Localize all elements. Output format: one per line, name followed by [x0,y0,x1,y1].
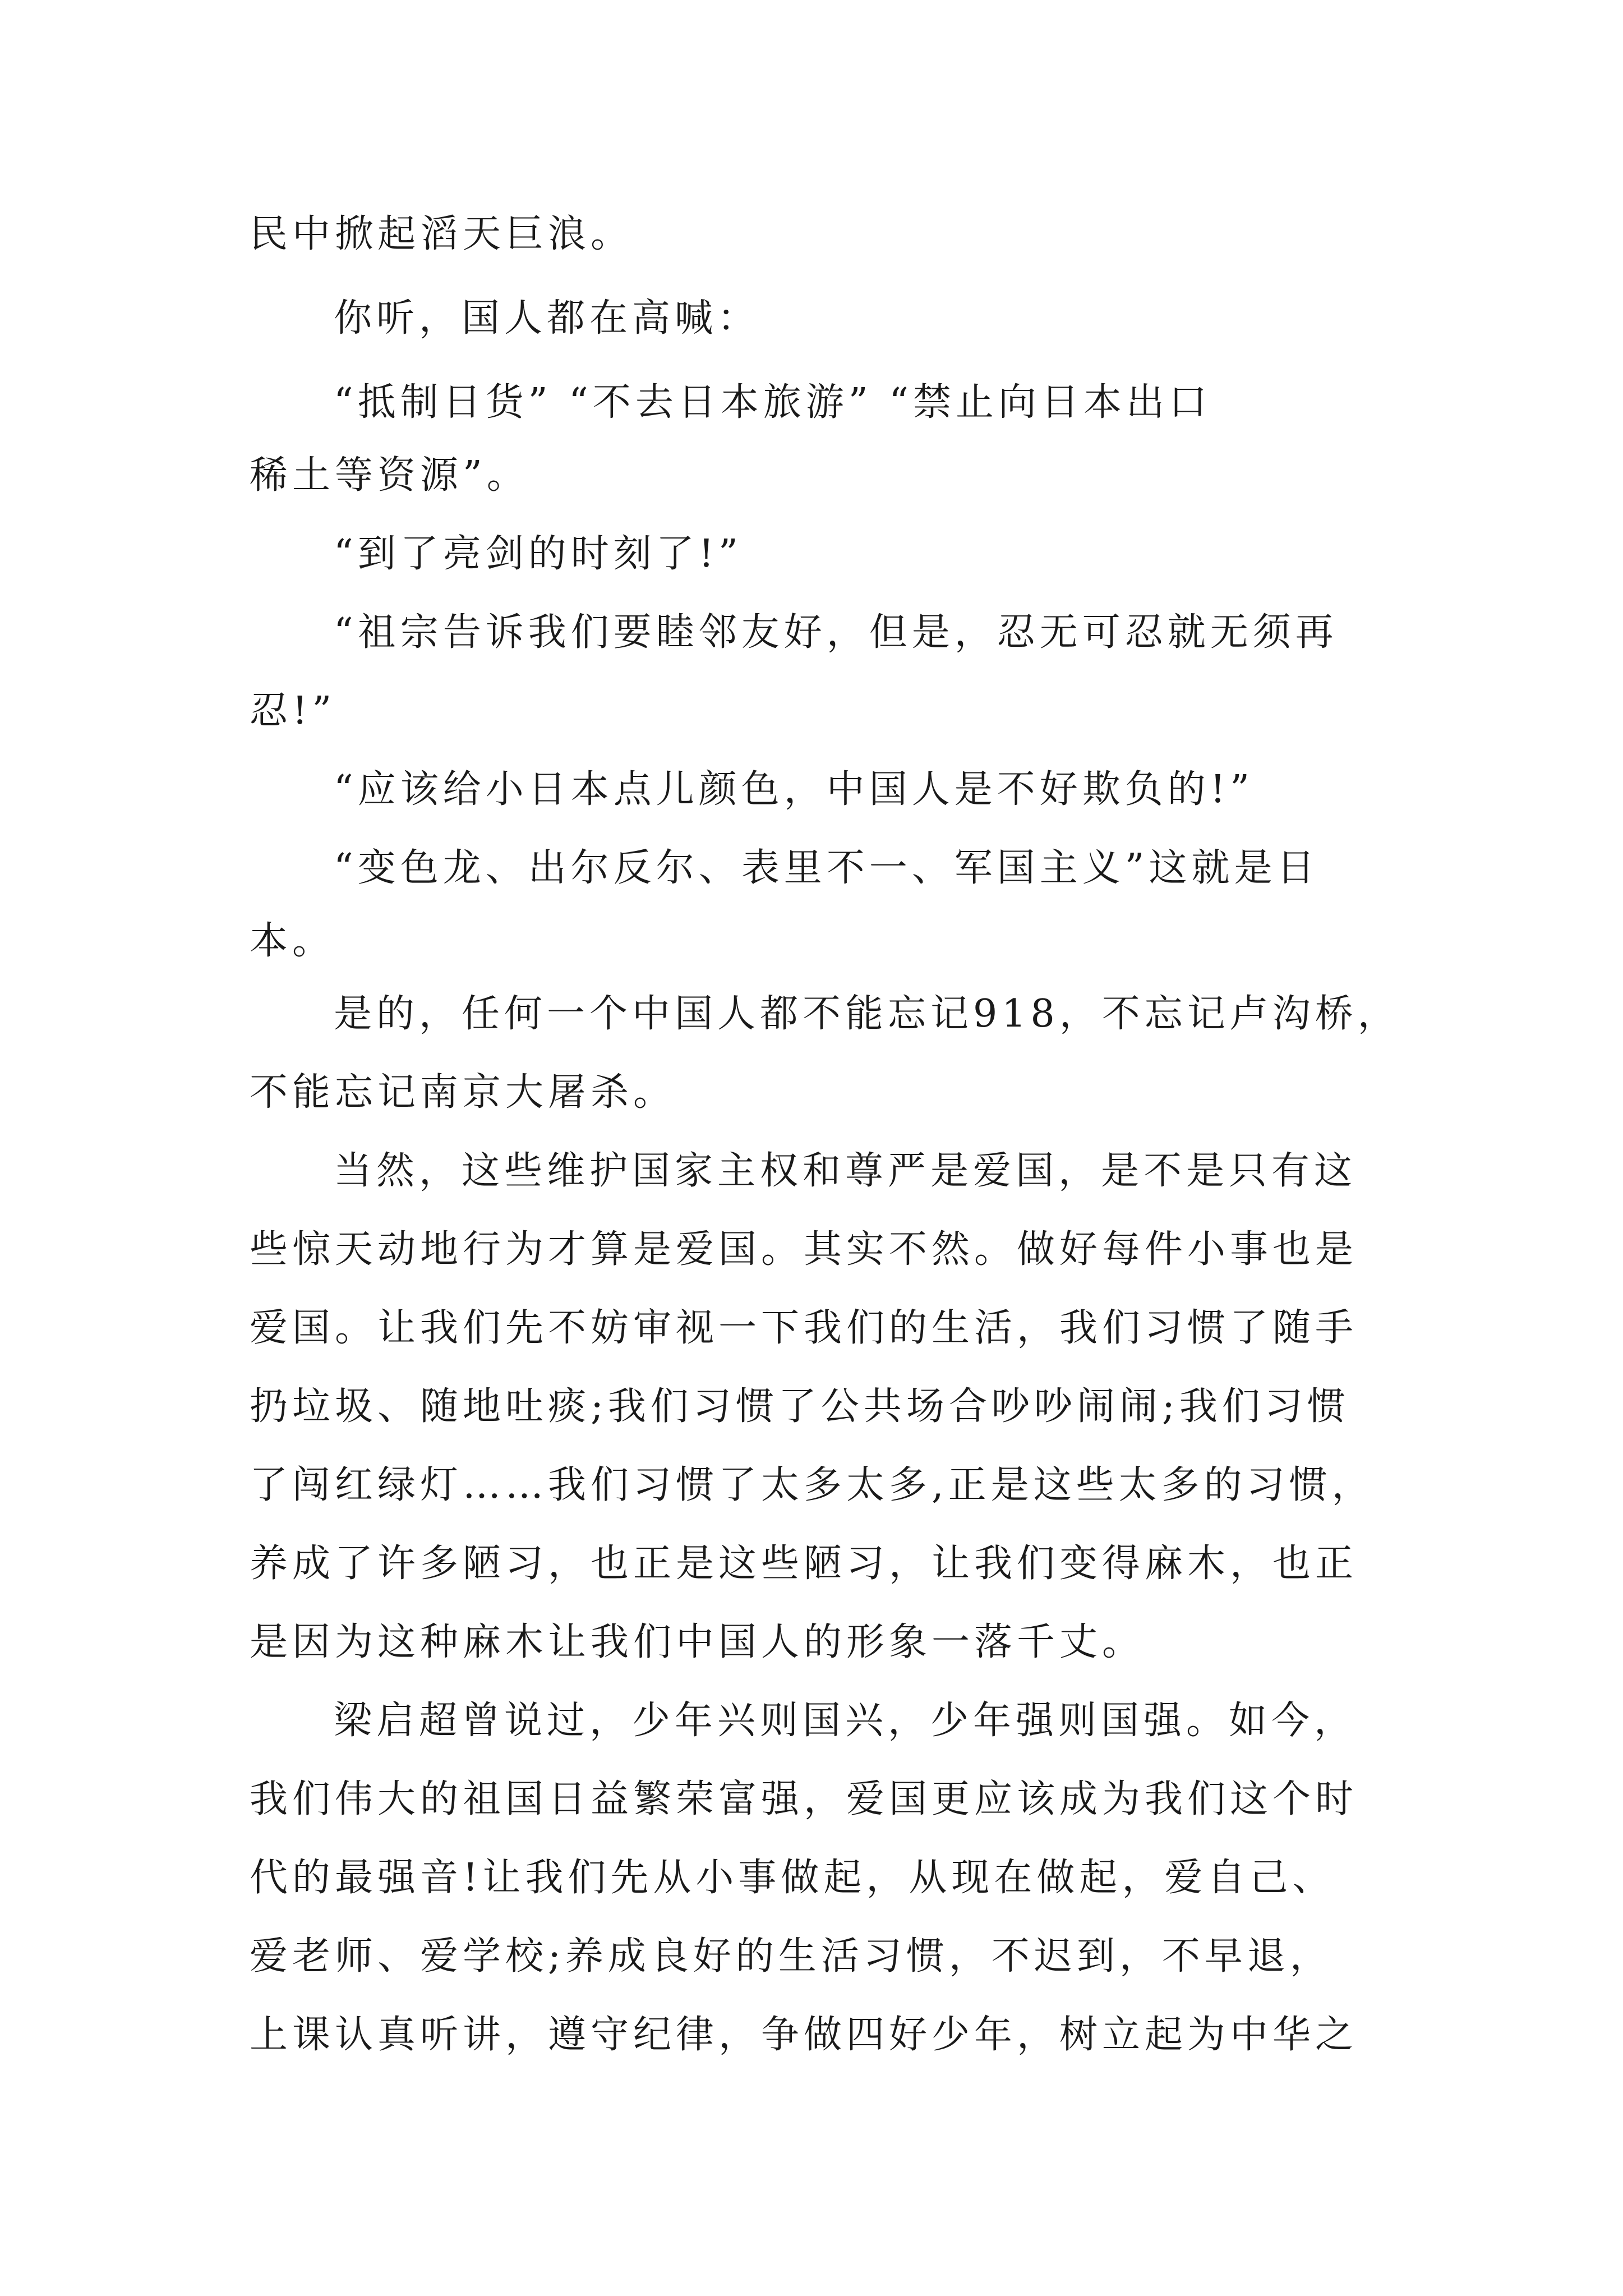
text-line: “抵制日货” “不去日本旅游” “禁止向日本出口 [334,380,1212,425]
text-line: 民中掀起滔天巨浪。 [250,212,634,256]
text-line: 些惊天动地行为才算是爱国。其实不然。做好每件小事也是 [250,1227,1358,1272]
text-line: 是的，任何一个中国人都不能忘记918，不忘记卢沟桥， [334,992,1400,1036]
text-line: 是因为这种麻木让我们中国人的形象一落千丈。 [250,1620,1145,1664]
text-line: “变色龙、出尔反尔、表里不一、军国主义”这就是日 [334,846,1320,890]
text-line: 梁启超曾说过，少年兴则国兴，少年强则国强。如今， [334,1699,1357,1743]
text-line: 代的最强音!让我们先从小事做起，从现在做起，爱自己、 [250,1856,1335,1900]
text-line: 本。 [250,919,335,963]
text-line: 忍!” [250,689,336,733]
text-line: 了闯红绿灯……我们习惯了太多太多,正是这些太多的习惯， [250,1463,1375,1507]
text-line: 养成了许多陋习，也正是这些陋习，让我们变得麻木，也正 [250,1542,1358,1586]
text-line: 你听，国人都在高喊： [334,296,760,341]
text-line: “祖宗告诉我们要睦邻友好，但是，忍无可忍就无须再 [334,610,1338,655]
text-line: 当然，这些维护国家主权和尊严是爱国，是不是只有这 [334,1149,1357,1193]
text-line: 不能忘记南京大屠杀。 [250,1070,676,1115]
text-line: 爱国。让我们先不妨审视一下我们的生活，我们习惯了随手 [250,1306,1358,1350]
text-line: 扔垃圾、随地吐痰;我们习惯了公共场合吵吵闹闹;我们习惯 [250,1384,1350,1429]
text-line: “应该给小日本点儿颜色，中国人是不好欺负的!” [334,767,1254,812]
text-line: 上课认真听讲，遵守纪律，争做四好少年，树立起为中华之 [250,2013,1358,2057]
text-line: “到了亮剑的时刻了!” [334,532,743,576]
text-line: 爱老师、爱学校;养成良好的生活习惯，不迟到，不早退， [250,1934,1332,1978]
text-line: 稀土等资源”。 [250,453,529,498]
text-line: 我们伟大的祖国日益繁荣富强，爱国更应该成为我们这个时 [250,1777,1358,1821]
